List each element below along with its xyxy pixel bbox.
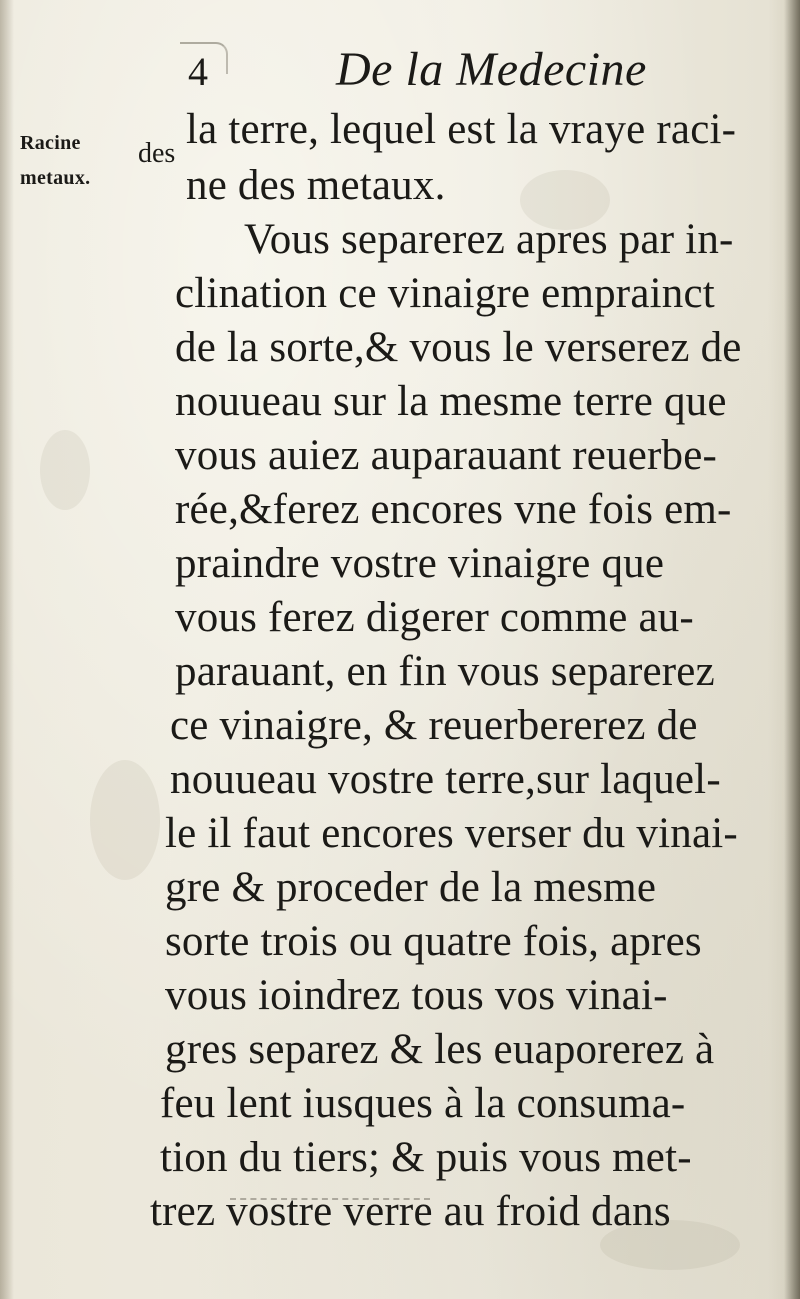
text-line: nouueau sur la mesme terre que	[175, 378, 727, 425]
text-line: ce vinaigre, & reuerbererez de	[170, 702, 698, 749]
text-line: nouueau vostre terre,sur laquel-	[170, 756, 721, 803]
ink-smudge	[230, 1190, 430, 1200]
text-line: Vous separerez apres par in-	[244, 216, 734, 263]
text-line: de la sorte,& vous le verserez de	[175, 324, 742, 371]
text-line: praindre vostre vinaigre que	[175, 540, 665, 587]
text-line: parauant, en fin vous separerez	[175, 648, 715, 695]
text-line: sorte trois ou quatre fois, apres	[165, 918, 702, 965]
page-number: 4	[188, 49, 208, 94]
text-line: trez vostre verre au froid dans	[150, 1188, 671, 1235]
marginal-note-suffix: des	[138, 138, 176, 169]
marginal-note-line: Racine	[20, 132, 81, 154]
text-line: gre & proceder de la mesme	[165, 864, 657, 911]
text-line: le il faut encores verser du vinai-	[165, 810, 738, 857]
running-title: De la Medecine	[336, 43, 647, 96]
text-line: vous ioindrez tous vos vinai-	[165, 972, 668, 1019]
text-line: la terre, lequel est la vraye raci-	[186, 106, 737, 153]
text-line: gres separez & les euaporerez à	[165, 1026, 715, 1073]
text-line: rée,&ferez encores vne fois em-	[175, 486, 732, 533]
text-line: ne des metaux.	[186, 162, 446, 209]
text-line: clination ce vinaigre emprainct	[175, 270, 715, 317]
text-line: vous ferez digerer comme au-	[175, 594, 694, 641]
text-line: vous auiez auparauant reuerbe-	[175, 432, 718, 479]
marginal-note-line: metaux.	[20, 167, 91, 189]
text-line: tion du tiers; & puis vous met-	[160, 1134, 692, 1181]
text-line: feu lent iusques à la consuma-	[160, 1080, 686, 1127]
